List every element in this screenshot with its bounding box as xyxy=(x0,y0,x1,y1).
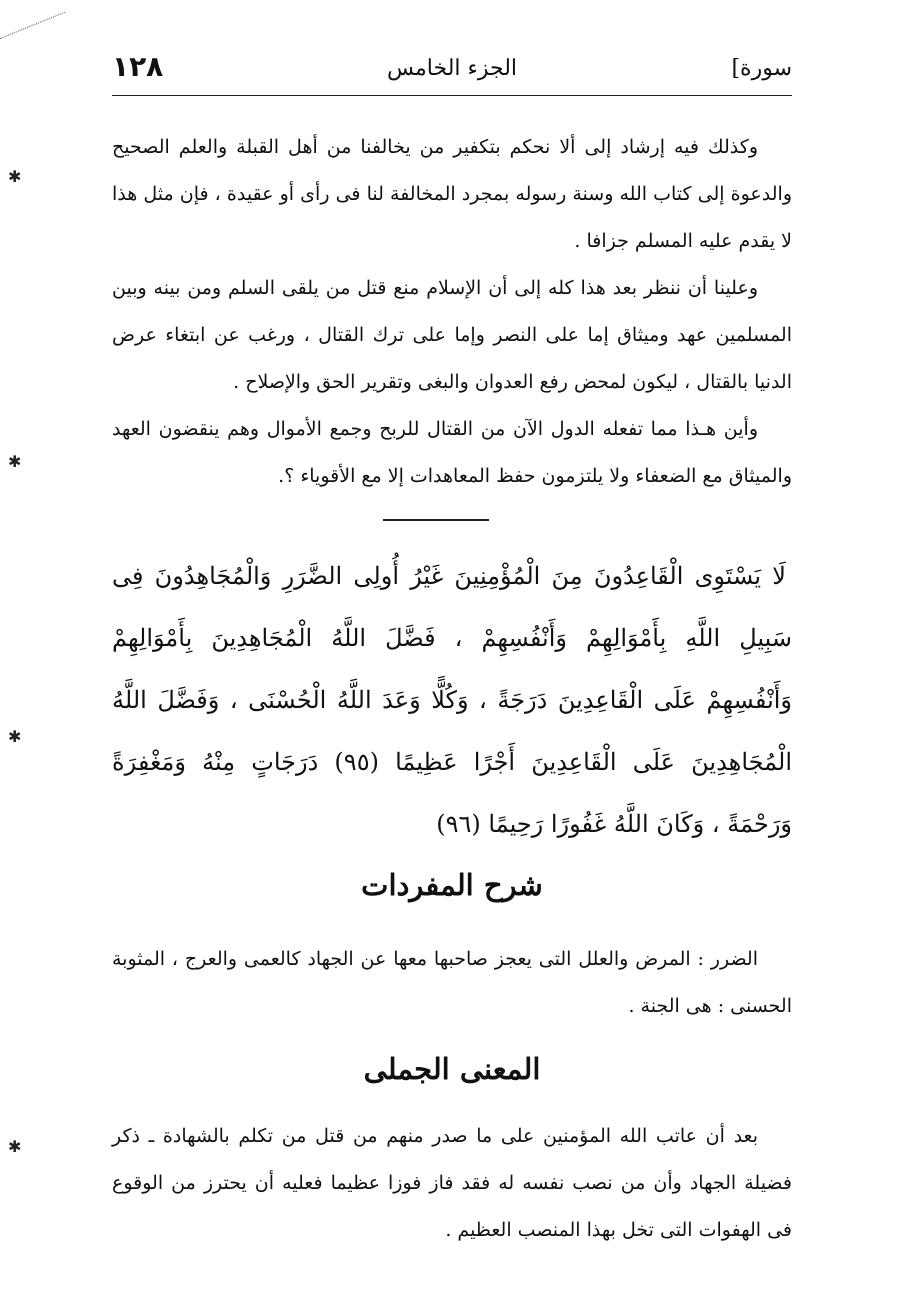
commentary-paragraph: وكذلك فيه إرشاد إلى ألا نحكم بتكفير من يخالفنا من أهل القبلة والعلم الصحيح والدعوة إلى كتاب الله وسنة رسوله بمجرد المخالفة لنا فى رأى أو عقيدة ، فإن مثل هذا لا يقدم عليه المسلم جزافا . xyxy=(112,136,792,252)
commentary-section xyxy=(112,124,792,500)
commentary-paragraph: وأين هـذا مما تفعله الدول الآن من القتال للربح وجمع الأموال وهم ينقضون العهد والميثاق مع الضعفاء ولا يلتزمون حفظ المعاهدات إلا مع الأقوياء ؟. xyxy=(112,418,792,487)
surah-label: [سورة xyxy=(731,56,792,81)
margin-mark: ✱ xyxy=(8,727,22,746)
header-rule xyxy=(112,95,792,96)
section-divider xyxy=(383,519,489,521)
meaning-section xyxy=(112,1113,792,1254)
page-header xyxy=(112,50,792,94)
margin-mark: ✱ xyxy=(8,452,22,471)
part-title: الجزء الخامس xyxy=(386,56,518,81)
margin-scratch xyxy=(0,12,65,39)
meaning-heading: المعنى الجملى xyxy=(363,1052,541,1086)
margin-mark: ✱ xyxy=(8,1137,22,1156)
quran-verse: لَا يَسْتَوِى الْقَاعِدُونَ مِنَ الْمُؤْمِنِينَ غَيْرُ أُولِى الضَّرَرِ وَالْمُجَاهِدُونَ فِى سَبِيلِ اللَّهِ بِأَمْوَالِهِمْ وَأَنْفُسِهِمْ ، فَضَّلَ اللَّهُ الْمُجَاهِدِينَ بِأَمْوَالِهِمْ وَأَنْفُسِهِمْ عَلَى الْقَاعِدِينَ دَرَجَةً ، وَكُلًّا وَعَدَ اللَّهُ الْحُسْنَى ، وَفَضَّلَ اللَّهُ الْمُجَاهِدِينَ عَلَى الْقَاعِدِينَ أَجْرًا عَظِيمًا (٩٥) دَرَجَاتٍ مِنْهُ وَمَغْفِرَةً وَرَحْمَةً ، وَكَانَ اللَّهُ غَفُورًا رَحِيمًا (٩٦) xyxy=(112,562,793,838)
meaning-text: بعد أن عاتب الله المؤمنين على ما صدر منهم من قتل من تكلم بالشهادة ـ ذكر فضيلة الجهاد وأن من نصب نفسه له فقد فاز فوزا عظيما فعليه أن يحترز من الوقوع فى الهفوات التى تخل بهذا المنصب العظيم . xyxy=(112,1125,792,1241)
page-number: ١٢٨ xyxy=(112,50,164,83)
vocab-heading: شرح المفردات xyxy=(361,868,543,902)
margin-mark: ✱ xyxy=(8,167,22,186)
commentary-paragraph: وعلينا أن ننظر بعد هذا كله إلى أن الإسلام منع قتل من يلقى السلم ومن بينه وبين المسلمين عهد وميثاق إما على النصر وإما على ترك القتال ، ورغب عن ابتغاء عرض الدنيا بالقتال ، ليكون لمحض رفع العدوان والبغى وتقرير الحق والإصلاح . xyxy=(112,277,792,393)
vocab-text: الضرر : المرض والعلل التى يعجز صاحبها معها عن الجهاد كالعمى والعرج ، المثوبة الحسنى : هى الجنة . xyxy=(112,948,792,1017)
vocab-section xyxy=(112,936,792,1030)
